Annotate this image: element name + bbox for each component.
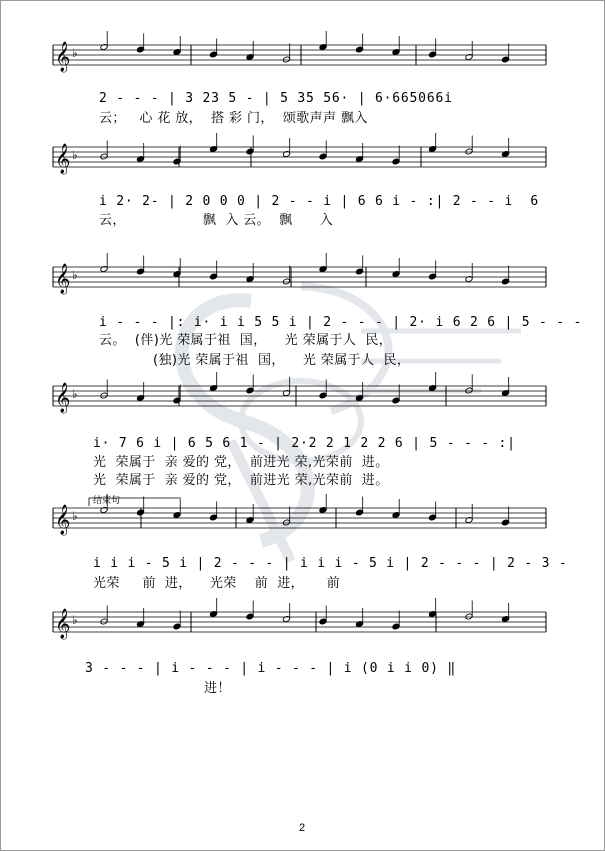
treble-clef-icon: 𝄞 [55, 383, 71, 413]
notation-canvas [1, 1, 604, 850]
lyric-line-6: 进！ [204, 681, 231, 696]
lyric-line-3a: 云。 (伴)光 荣属于祖 国， 光 荣属于人 民， [99, 333, 393, 348]
jianpu-line-3: i - - - |: i· i i 5 5 i | 2 - - - | 2· i 6 2 6 | 5 - - - [99, 315, 583, 330]
jianpu-line-6: 3 - - - | i - - - | i - - - | i (0 i i 0) ‖ [85, 661, 456, 676]
flat-sign-icon: ♭ [72, 509, 78, 523]
treble-clef-icon: 𝄞 [55, 42, 71, 72]
flat-sign-icon: ♭ [72, 46, 78, 60]
treble-clef-icon: 𝄞 [55, 609, 71, 639]
lyric-line-2: 云， 飘 入 云。 飘 入 [99, 213, 334, 228]
treble-clef-icon: 𝄞 [55, 144, 71, 174]
lyric-line-5: 光荣 前 进， 光荣 前 进， 前 [93, 576, 341, 591]
jianpu-line-1: 2 - - - | 3 23 5 - | 5 35 56· | 6·665066i [99, 91, 453, 106]
jianpu-line-2: i 2· 2- | 2 0 0 0 | 2 - - i | 6 6 i - :| 2 - - i 6 [99, 194, 539, 209]
lyric-line-4a: 光 荣属于 亲 爱的 党， 前进光 荣,光荣前 进。 [93, 455, 389, 470]
lyric-line-4b: 光 荣属于 亲 爱的 党， 前进光 荣,光荣前 进。 [93, 473, 389, 488]
flat-sign-icon: ♭ [72, 148, 78, 162]
jianpu-line-4: i· 7 6 i | 6 5 6 1 - | 2·2 2 1 2 2 6 | 5 - - - :| [93, 436, 516, 451]
lyric-line-1: 云； 心 花 放， 搭 彩 门， 颂歌声声 飘入 [99, 111, 368, 126]
jianpu-line-5: i i i - 5 i | 2 - - - | i i i - 5 i | 2 - - - | 2 - 3 - [93, 556, 568, 571]
ending-marker: 结束句 [93, 496, 121, 506]
flat-sign-icon: ♭ [72, 613, 78, 627]
flat-sign-icon: ♭ [72, 268, 78, 282]
page-number: 2 [299, 822, 306, 834]
treble-clef-icon: 𝄞 [55, 505, 71, 535]
lyric-line-3b: (独)光 荣属于祖 国， 光 荣属于人 民， [153, 353, 411, 368]
flat-sign-icon: ♭ [72, 387, 78, 401]
treble-clef-icon: 𝄞 [55, 264, 71, 294]
